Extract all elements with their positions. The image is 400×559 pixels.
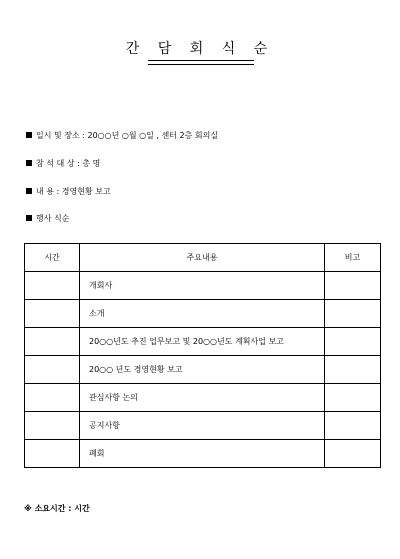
info-text: 내 용 : 경영현황 보고 [36, 187, 111, 196]
cell-time [25, 328, 80, 356]
header-note: 비고 [325, 244, 381, 272]
cell-content: 개회사 [80, 272, 325, 300]
cell-time [25, 300, 80, 328]
cell-note [325, 384, 381, 412]
cell-note [325, 440, 381, 468]
header-time: 시간 [25, 244, 80, 272]
cell-note [325, 412, 381, 440]
cell-time [25, 412, 80, 440]
header-content: 주요내용 [80, 244, 325, 272]
table-row [25, 440, 381, 468]
info-line-content [26, 187, 111, 197]
table-header-row [25, 244, 381, 272]
table-row [25, 300, 381, 328]
table-row [25, 356, 381, 384]
square-bullet-icon [26, 215, 32, 221]
info-line-datetime-place [26, 131, 218, 141]
cell-note [325, 328, 381, 356]
square-bullet-icon [26, 160, 32, 166]
cell-content: 20○○년도 추진 업무보고 및 20○○년도 계획사업 보고 [80, 328, 325, 356]
table-row [25, 384, 381, 412]
table-row [25, 328, 381, 356]
info-text: 일시 및 장소 : 20○○년 ○월 ○일 , 센터 2층 회의실 [36, 131, 219, 140]
cell-content: 폐회 [80, 440, 325, 468]
title-double-underline [148, 60, 254, 65]
cell-note [325, 356, 381, 384]
square-bullet-icon [26, 188, 32, 194]
cell-time [25, 356, 80, 384]
duration-note: ※ 소요시간 : 시간 [24, 504, 90, 513]
info-line-program [26, 214, 69, 224]
table-row [25, 412, 381, 440]
schedule-table [24, 243, 381, 468]
cell-content: 소개 [80, 300, 325, 328]
cell-content: 관심사항 논의 [80, 384, 325, 412]
table-row [25, 272, 381, 300]
info-text: 참 석 대 상 : 총 명 [36, 159, 101, 168]
info-line-attendees [26, 159, 100, 169]
document-title: 간 담 회 식 순 [125, 41, 275, 57]
info-text: 행사 식순 [36, 214, 70, 223]
cell-time [25, 272, 80, 300]
square-bullet-icon [26, 132, 32, 138]
cell-content: 20○○ 년도 경영현황 보고 [80, 356, 325, 384]
cell-note [325, 272, 381, 300]
cell-time [25, 440, 80, 468]
cell-note [325, 300, 381, 328]
cell-content: 공지사항 [80, 412, 325, 440]
cell-time [25, 384, 80, 412]
